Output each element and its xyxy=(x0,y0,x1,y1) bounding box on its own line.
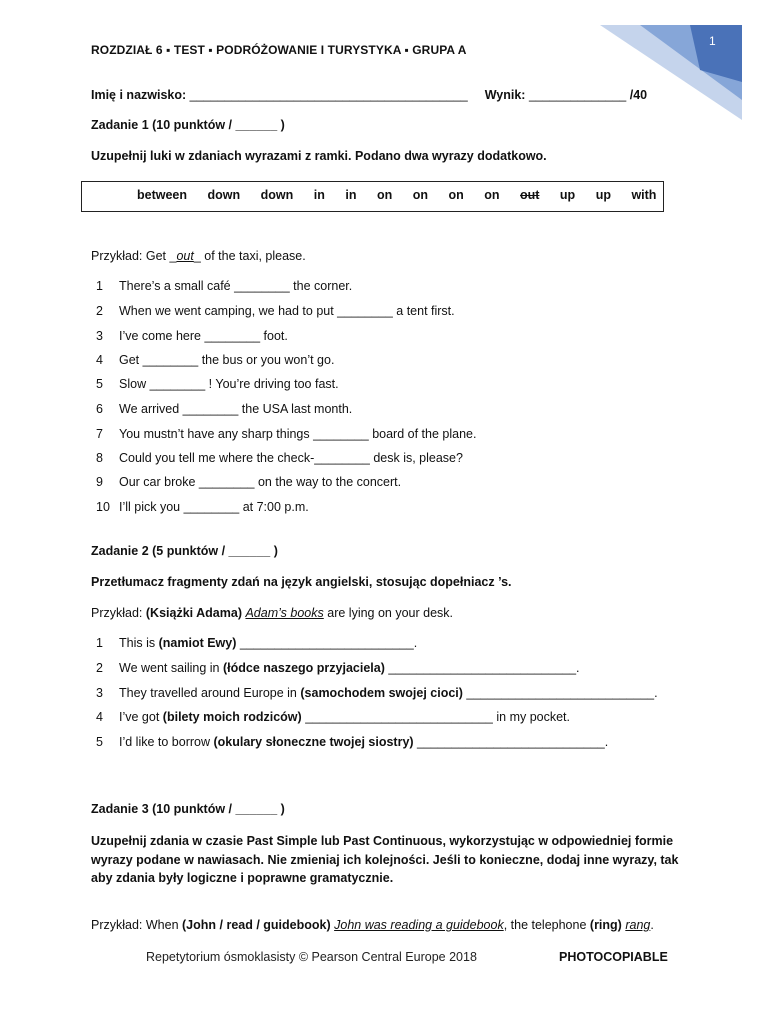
item-text: Get ________ the bus or you won’t go. xyxy=(119,353,335,367)
item-number: 4 xyxy=(96,353,103,367)
item-post: ___________________________. xyxy=(466,686,658,700)
item-number: 3 xyxy=(96,329,103,343)
item-text: We arrived ________ the USA last month. xyxy=(119,402,353,416)
item-number: 1 xyxy=(96,636,103,650)
word-box-item: in xyxy=(313,188,325,202)
example-answer: rang xyxy=(625,918,651,932)
word-box-item-crossed: out xyxy=(520,188,540,202)
item-number: 7 xyxy=(96,427,103,441)
task3-example xyxy=(91,918,654,932)
task1-example xyxy=(91,249,306,263)
item-number: 2 xyxy=(96,304,103,318)
item-text: Our car broke ________ on the way to the concert. xyxy=(119,475,402,489)
score-total: /40 xyxy=(629,88,648,102)
task2-example xyxy=(91,606,453,620)
example-answer: John was reading a guidebook xyxy=(334,918,504,932)
task1-item xyxy=(96,402,352,416)
task1-item xyxy=(96,427,476,441)
item-number: 3 xyxy=(96,686,103,700)
item-number: 4 xyxy=(96,710,103,724)
item-prompt: (namiot Ewy) xyxy=(158,636,237,650)
name-blank: ________________________________________ xyxy=(189,88,468,102)
task1-item xyxy=(96,377,339,391)
task2-instruction: Przetłumacz fragmenty zdań na język angielski, stosując dopełniacz ’s. xyxy=(91,575,512,589)
item-text: You mustn’t have any sharp things ________ board of the plane. xyxy=(119,427,477,441)
item-prompt: (samochodem swojej cioci) xyxy=(300,686,463,700)
task1-item xyxy=(96,353,334,367)
word-box-item: up xyxy=(595,188,611,202)
example-prompt: (John / read / guidebook) xyxy=(182,918,331,932)
footer-copyright: Repetytorium ósmoklasisty © Pearson Central Europe 2018 xyxy=(146,950,477,964)
item-pre: This is xyxy=(119,636,156,650)
example-label: Przykład: When xyxy=(91,918,179,932)
item-number: 5 xyxy=(96,735,103,749)
example-prompt: (Książki Adama) xyxy=(145,606,242,620)
task1-item xyxy=(96,451,463,465)
footer-label: PHOTOCOPIABLE xyxy=(559,950,668,964)
task1-item xyxy=(96,279,352,293)
item-number: 2 xyxy=(96,661,103,675)
item-number: 5 xyxy=(96,377,103,391)
page-header: ROZDZIAŁ 6 ▪ TEST ▪ PODRÓŻOWANIE I TURYSTYKA ▪ GRUPA A xyxy=(91,43,467,57)
example-label: Przykład: xyxy=(91,606,143,620)
item-number: 10 xyxy=(96,500,110,514)
item-text: I’ve come here ________ foot. xyxy=(119,329,288,343)
item-text: There’s a small café ________ the corner. xyxy=(119,279,353,293)
example-prompt: (ring) xyxy=(589,918,622,932)
task2-item xyxy=(96,686,658,700)
item-number: 1 xyxy=(96,279,103,293)
task1-item xyxy=(96,329,288,343)
item-text: Could you tell me where the check-________ desk is, please? xyxy=(119,451,463,465)
item-post: _________________________. xyxy=(239,636,418,650)
page-number: 1 xyxy=(709,34,716,48)
example-suffix: _ of the taxi, please. xyxy=(193,249,306,263)
item-prompt: (łódce naszego przyjaciela) xyxy=(223,661,385,675)
score-blank: ______________ xyxy=(528,88,627,102)
item-number: 8 xyxy=(96,451,103,465)
word-box-item: between xyxy=(137,188,188,202)
name-label: Imię i nazwisko: xyxy=(91,88,187,102)
example-prefix: Przykład: Get _ xyxy=(91,249,177,263)
item-number: 6 xyxy=(96,402,103,416)
task1-item xyxy=(96,475,401,489)
example-answer: out xyxy=(176,249,194,263)
task1-item xyxy=(96,304,455,318)
task3-title: Zadanie 3 (10 punktów / ______ ) xyxy=(91,802,285,816)
task1-title: Zadanie 1 (10 punktów / ______ ) xyxy=(91,118,285,132)
word-box-item: down xyxy=(207,188,241,202)
task2-title: Zadanie 2 (5 punktów / ______ ) xyxy=(91,544,278,558)
example-mid: , the telephone xyxy=(503,918,587,932)
item-pre: I’ve got xyxy=(119,710,160,724)
item-post: ___________________________. xyxy=(388,661,580,675)
word-box-item: down xyxy=(260,188,294,202)
word-box-item: on xyxy=(484,188,500,202)
item-pre: We went sailing in xyxy=(119,661,220,675)
item-text: When we went camping, we had to put ________ a tent first. xyxy=(119,304,455,318)
example-suffix: are lying on your desk. xyxy=(327,606,454,620)
word-box-item: with xyxy=(631,188,657,202)
word-box-item: on xyxy=(448,188,464,202)
word-box xyxy=(81,181,664,212)
score-label: Wynik: xyxy=(484,88,526,102)
word-box-item: on xyxy=(376,188,393,202)
example-answer: Adam’s books xyxy=(245,606,324,620)
task3-instruction: Uzupełnij zdania w czasie Past Simple lub Past Continuous, wykorzystując w odpowiedniej formie wyrazy podane w nawiasach. Nie zmieniaj ich kolejności. Jeśli to konieczne, dodaj inne wyrazy, tak aby zdania były logiczne i poprawne gramatycznie. xyxy=(91,834,679,885)
task2-item xyxy=(96,636,417,650)
word-box-item: in xyxy=(345,188,357,202)
task2-item xyxy=(96,661,580,675)
word-box-list xyxy=(137,188,673,202)
item-pre: I’d like to borrow xyxy=(119,735,211,749)
item-text: Slow ________ ! You’re driving too fast. xyxy=(119,377,339,391)
item-prompt: (okulary słoneczne twojej siostry) xyxy=(213,735,414,749)
item-post: ___________________________. xyxy=(417,735,609,749)
word-box-item: on xyxy=(412,188,428,202)
item-number: 9 xyxy=(96,475,103,489)
corner-decoration xyxy=(0,0,768,130)
task1-item xyxy=(96,500,309,514)
word-box-item: up xyxy=(559,188,576,202)
item-post: ___________________________ in my pocket. xyxy=(305,710,571,724)
task2-item xyxy=(96,710,570,724)
name-score-line xyxy=(91,88,647,102)
item-prompt: (bilety moich rodziców) xyxy=(162,710,302,724)
example-end: . xyxy=(650,918,654,932)
task2-item xyxy=(96,735,608,749)
item-text: I’ll pick you ________ at 7:00 p.m. xyxy=(119,500,309,514)
task1-instruction: Uzupełnij luki w zdaniach wyrazami z ramki. Podano dwa wyrazy dodatkowo. xyxy=(91,149,547,163)
item-pre: They travelled around Europe in xyxy=(119,686,297,700)
